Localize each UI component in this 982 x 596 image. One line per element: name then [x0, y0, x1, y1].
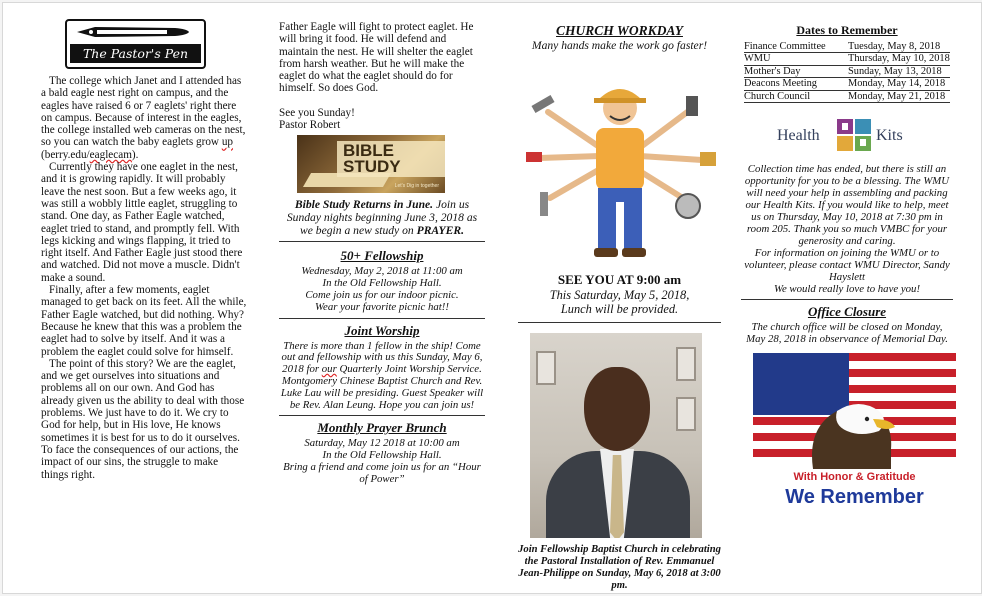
table-row: WMU Thursday, May 10, 2018 [744, 53, 950, 65]
bible-study-image [297, 135, 445, 193]
workday-subtitle: Many hands make the work go faster! [531, 39, 708, 52]
logo-banner: The Pastor's Pen [70, 44, 201, 63]
article-paragraph: The college which Janet and I attended has a bald eagle nest right on campus, and the eagles have raised 6 or 7 eaglets' right there on campus. Because of interest in the eagles, the college installed web cameras on the nest, so you can watch the baby eaglets grow up (berry.edu/eaglecam). [41, 75, 246, 161]
health-kit-icon [837, 119, 871, 151]
prayer-brunch-heading: Monthly Prayer Brunch [317, 420, 447, 436]
bible-study-announcement: Bible Study Returns in June. Join us Sunday nights beginning June 3, 2018 as we begin a new study on PRAYER. [286, 198, 478, 238]
newsletter-page [2, 2, 982, 594]
divider [741, 299, 953, 300]
health-kits-body: Collection time has ended, but there is still an opportunity for you to be a blessing. The WMU will need your help in assembling and packing our Health Kits. If you would like to help, meet us on Thursday, May 10, 2018 at 7:30 pm in room 205. Thank you so much VMBC for your generosity and caring. [744, 163, 950, 248]
pastor-article [41, 75, 247, 481]
handyman-illustration [520, 60, 720, 265]
pastor-column [41, 19, 247, 481]
article-paragraph: Currently they have one eaglet in the nest, and it is growing rapidly. It will probably leave the nest soon. But a few weeks ago, it was still a wobbly little eaglet, struggling to stand. One day, as Father Eagle watched, eaglet tried to stand, and promptly fell. With legs kicking and wings flapping, it tried to right itself. And Father Eagle just stood there and watched. Did not move a muscle. Didn't make a sound. [41, 161, 243, 284]
health-kits-close: We would really love to have you! [773, 283, 921, 296]
joint-worship-details: There is more than 1 fellow in the ship! Come out and fellowship with us this Sunday, May 6, 2018 for our Quarterly Joint Worship Service. Montgomery Chinese Baptist Church and Rev. Luke Lau will be presiding. Guest Speaker will be Rev. Alan Leung. Hope you can join us! [280, 339, 484, 411]
table-row: Church Council Monday, May 21, 2018 [744, 90, 950, 102]
dates-heading: Dates to Remember [796, 23, 898, 37]
divider [279, 318, 485, 319]
signoff: See you Sunday! [279, 106, 355, 119]
office-closure-heading: Office Closure [807, 304, 887, 320]
lunch-note: Lunch will be provided. [560, 302, 679, 316]
installation-caption: Join Fellowship Baptist Church in celebrating the Pastoral Installation of Rev. Emmanuel Jean-Philippe on Sunday, May 6, 2018 at 3:00 pm. [518, 544, 721, 591]
dates-column [741, 23, 953, 513]
see-you-time: SEE YOU AT 9:00 am [557, 272, 682, 287]
divider [518, 322, 721, 323]
article-paragraph: The point of this story? We are the eaglet, and we get ourselves into situations and problems all on our own. And God has already given us the ability to deal with those problems. We just have to do it. We cry to God for help, but in His love, He knows sometimes it is best for us to do it ourselves. To face the consequences of our actions, the impact of our sins, the struggle to make things right. [41, 357, 245, 481]
workday-heading: CHURCH WORKDAY [556, 23, 683, 38]
flag-tagline: With Honor & Gratitude [793, 471, 916, 484]
bible-study-image-title: BIBLE STUDY [337, 141, 445, 177]
article-paragraph: Finally, after a few moments, eaglet managed to get back on its feet. All the while, Father Eagle watched, but did nothing. Why? Because he knew that this was a problem the eaglet had to solve by itself. And it was a problem the eaglet could solve for himself. [41, 284, 247, 358]
memorial-day-image [753, 353, 956, 513]
eagle-icon [807, 397, 897, 469]
bible-study-image-tag: Let's Dig in together [394, 183, 439, 190]
workday-date: This Saturday, May 5, 2018, [549, 288, 690, 302]
office-closure-body: The church office will be closed on Monday, May 28, 2018 in observance of Memorial Day. [746, 321, 948, 346]
fellowship-heading: 50+ Fellowship [340, 248, 424, 264]
events-column [279, 21, 485, 486]
article-continuation: Father Eagle will fight to protect eaglet. He will bring it food. He will defend and maintain the nest. He will shelter the eaglet from harsh weather. But he will make the eaglet do what the eaglet should do for himself. So does God. [279, 21, 474, 95]
workday-column [518, 23, 721, 592]
avatar [584, 367, 650, 451]
health-kits-logo: Health Kits [777, 117, 927, 157]
divider [279, 241, 485, 242]
joint-worship-heading: Joint Worship [344, 322, 420, 338]
table-row: Mother's Day Sunday, May 13, 2018 [744, 65, 950, 77]
dates-table [744, 41, 950, 103]
table-row: Deacons Meeting Monday, May 14, 2018 [744, 78, 950, 90]
pastors-pen-logo [65, 19, 206, 69]
table-row: Finance Committee Tuesday, May 8, 2018 [744, 41, 950, 53]
fellowship-details: Wednesday, May 2, 2018 at 11:00 am In the Old Fellowship Hall. Come join us for our indoor picnic. Wear your favorite picnic hat!! [301, 265, 463, 313]
signature: Pastor Robert [279, 119, 341, 132]
fountain-pen-icon [75, 25, 191, 39]
pastor-photo [530, 333, 702, 538]
prayer-brunch-details: Saturday, May 12 2018 at 10:00 am In the Old Fellowship Hall. Bring a friend and come join us for an “Hour of Power” [283, 437, 481, 485]
flag-headline: We Remember [785, 486, 924, 509]
divider [279, 415, 485, 416]
health-kits-info: For information on joining the WMU or to volunteer, please contact WMU Director, Sandy Hayslett [744, 247, 950, 284]
